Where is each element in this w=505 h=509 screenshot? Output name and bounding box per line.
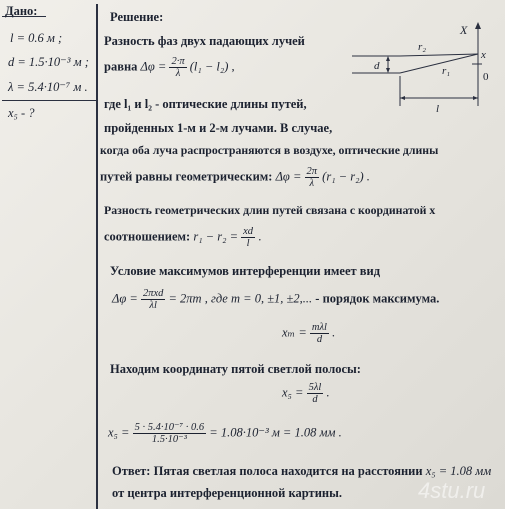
solution-title: Решение:: [110, 10, 164, 24]
solution-line-11: xₘ = $\frac{\text{mλl}}{d}$ .: [282, 322, 336, 345]
given-divider-vertical: [96, 4, 98, 509]
label-0: 0: [483, 71, 489, 83]
d-arrowhead-bottom: [386, 68, 390, 73]
label-r1: r₁: [442, 65, 451, 77]
given-l: l = 0.6 м ;: [10, 31, 63, 45]
label-X: X: [460, 23, 468, 37]
label-d: d: [374, 60, 380, 72]
ray-r1: [400, 54, 478, 73]
solution-line-13: x₅ = $\frac{5\lambda l}{d}$ .: [282, 382, 330, 405]
answer-line-2: от центра интерференционной картины.: [112, 486, 342, 500]
solution-line-3: где l₁ и l₂ - оптические длины путей,: [104, 97, 307, 111]
solution-line-6: путей равны геометрическим: Δφ = $\frac{2\pi}{\lambda}$ (r₁ − r₂) .: [100, 166, 370, 189]
label-l: l: [436, 103, 440, 115]
interference-diagram: [350, 20, 500, 120]
solution-line-9: Условие максимумов интерференции имеет вид: [110, 264, 381, 278]
solution-line-12: Находим координату пятой светлой полосы:: [110, 362, 361, 376]
screen-axis-arrowhead: [475, 22, 481, 29]
length-l-arrowhead-right: [473, 96, 478, 100]
given-title: Дано:: [5, 4, 38, 18]
length-l-arrowhead-left: [400, 96, 405, 100]
given-divider-horizontal: [2, 100, 97, 101]
given-lambda: λ = 5.4·10⁻⁷ м .: [8, 80, 88, 94]
watermark-logo: 4stu.ru: [418, 478, 486, 503]
solution-line-8: соотношением: r₁ − r₂ = $\frac{xd}{l}$ .: [104, 226, 262, 249]
answer-line-1: Ответ: Пятая светлая полоса находится на расстоянии x₅ = 1.08 мм: [112, 464, 492, 478]
given-find: x₅ - ?: [8, 106, 35, 120]
solution-line-5: когда оба луча распространяются в воздухе, оптические длины: [100, 143, 439, 157]
d-arrowhead-top: [386, 56, 390, 61]
solution-line-7: Разность геометрических длин путей связана с координатой x: [104, 203, 436, 217]
label-r2: r₂: [418, 41, 427, 53]
solution-line-2: равна Δφ = $\frac{2\cdot\pi}{\lambda}$ (l₁ − l₂) ,: [104, 56, 235, 79]
solution-line-1: Разность фаз двух падающих лучей: [104, 34, 305, 48]
solution-line-10: Δφ = $\frac{\text{2πxd}}{\lambda l}$ = 2πm , где m = 0, ±1, ±2,... - порядок максимума.: [112, 288, 440, 311]
label-x: x: [481, 49, 486, 61]
solution-line-14: x₅ = $\frac{\text{5 · 5.4·10⁻⁷ · 0.6}}{\text{1.5·10⁻³}}$ = 1.08·10⁻³ м = 1.08 мм .: [108, 422, 342, 445]
solution-line-4: пройденных 1-м и 2-м лучами. В случае,: [104, 121, 333, 135]
given-d: d = 1.5·10⁻³ м ;: [8, 55, 89, 69]
ray-r2: [400, 54, 478, 56]
